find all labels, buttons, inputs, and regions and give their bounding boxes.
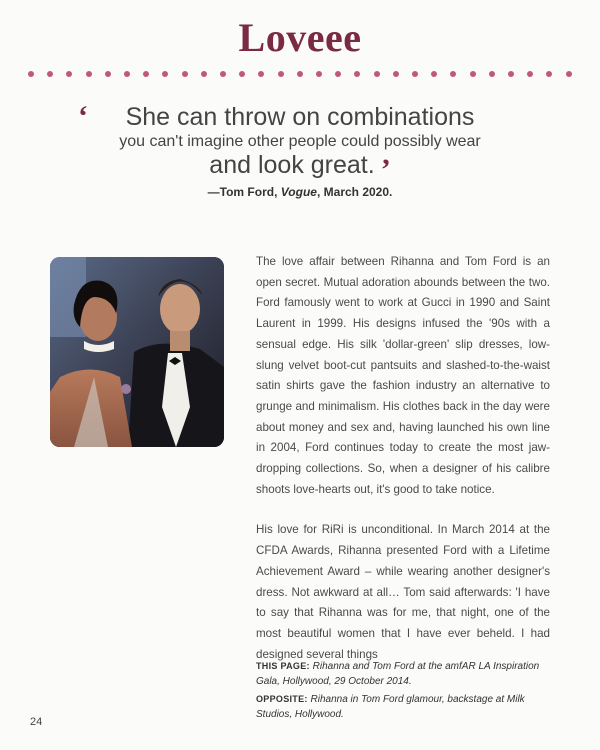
article-body <box>256 252 550 685</box>
article-paragraph-2: His love for RiRi is unconditional. In March 2014 at the CFDA Awards, Rihanna presented Ford with a Lifetime Achievement Award – while wearing another designer's dress. Not awkward at all… Tom said afterwards: 'I have to say that Rihanna was for me, that night, one of the most beautiful women that I have ever beheld. I had designed several things <box>256 523 550 661</box>
divider-dot <box>201 71 207 77</box>
quote-line-2: you can't imagine other people could possibly wear <box>119 133 481 150</box>
divider-dot <box>28 71 34 77</box>
caption-opposite-label: OPPOSITE: <box>256 694 308 704</box>
divider-dot <box>335 71 341 77</box>
divider-dot <box>239 71 245 77</box>
page-title: Loveee <box>238 15 362 60</box>
close-quote-mark: ’ <box>380 153 391 186</box>
divider-dot <box>374 71 380 77</box>
attribution-prefix: —Tom Ford, <box>207 185 281 199</box>
page-number: 24 <box>30 716 43 728</box>
caption-this-page-text: Rihanna and Tom Ford at the amfAR LA Inspiration Gala, Hollywood, 29 October 2014. <box>256 661 540 687</box>
open-quote-mark: ‘ <box>78 100 88 133</box>
photo-rihanna-tom-ford <box>50 257 224 447</box>
divider-dot <box>66 71 72 77</box>
divider-dot <box>412 71 418 77</box>
quote-line-3-wrap <box>60 151 540 186</box>
divider-dot <box>278 71 284 77</box>
divider-dot <box>316 71 322 77</box>
divider-dot <box>182 71 188 77</box>
divider-dot <box>297 71 303 77</box>
divider-dot <box>47 71 53 77</box>
divider-dot <box>546 71 552 77</box>
quote-attribution <box>60 185 540 199</box>
attribution-suffix: , March 2020. <box>316 185 393 199</box>
caption-this-page-label: THIS PAGE: <box>256 661 310 671</box>
quote-line-1: She can throw on combinations <box>125 103 475 131</box>
divider-dot <box>143 71 149 77</box>
divider-dot <box>124 71 130 77</box>
divider-dot <box>258 71 264 77</box>
divider-dot <box>566 71 572 77</box>
divider-dot <box>508 71 514 77</box>
divider-dot <box>354 71 360 77</box>
photo-captions <box>256 659 556 725</box>
divider-dot <box>393 71 399 77</box>
quote-line-3: and look great. <box>209 151 375 179</box>
divider-dot <box>470 71 476 77</box>
divider-dot <box>105 71 111 77</box>
divider-dot <box>86 71 92 77</box>
divider-dot <box>450 71 456 77</box>
divider-dot <box>220 71 226 77</box>
dotted-divider <box>28 70 572 78</box>
divider-dot <box>527 71 533 77</box>
pull-quote <box>60 102 540 199</box>
caption-opposite <box>256 692 556 722</box>
caption-this-page <box>256 659 556 689</box>
divider-dot <box>162 71 168 77</box>
divider-dot <box>489 71 495 77</box>
article-paragraph-1: The love affair between Rihanna and Tom Ford is an open secret. Mutual adoration abounds between the two. Ford famously went to work at Gucci in 1990 and Saint Laurent in 1999. His designs infused the '90s with a sensual edge. His silk 'dollar-green' slip dresses, low-slung velvet boot-cut pantsuits and slashed-to-the-waist satin shirts gave the fashion industry an alternative to grunge and minimalism. His clothes back in the day were about money and sex and, having launched his own line in 2004, Ford continues today to create the most jaw-dropping collections. So, when a designer of his calibre shoots love-hearts out, it's good to take notice. <box>256 255 550 496</box>
attribution-source: Vogue <box>280 185 317 199</box>
divider-dot <box>431 71 437 77</box>
photo-illustration <box>50 257 224 447</box>
caption-opposite-text: Rihanna in Tom Ford glamour, backstage at Milk Studios, Hollywood. <box>256 694 525 720</box>
